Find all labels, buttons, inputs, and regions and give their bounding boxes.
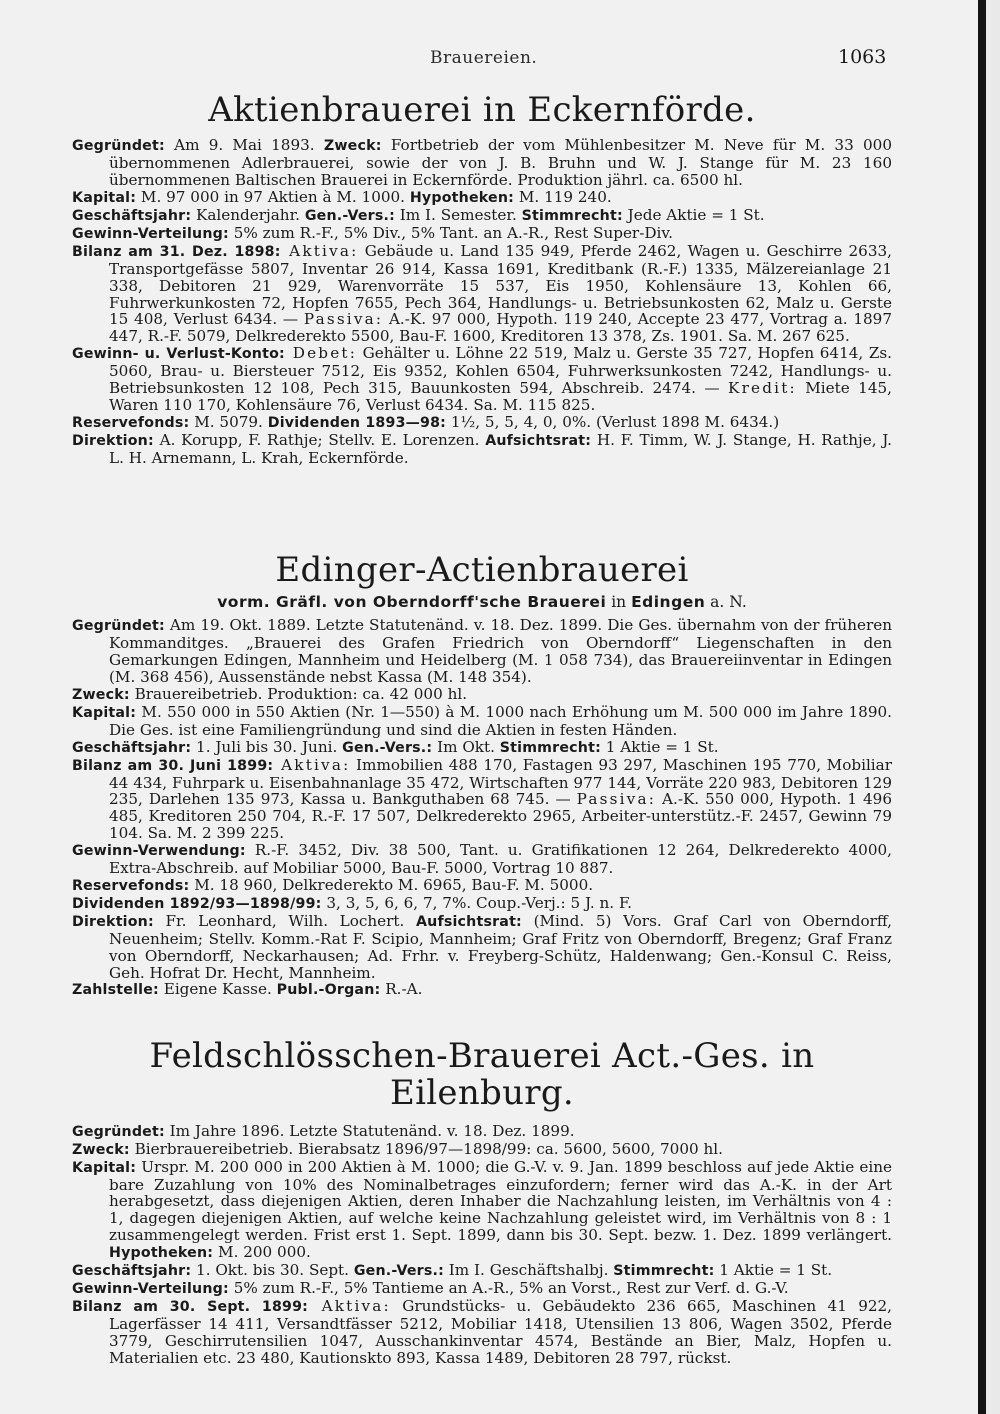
subtitle-place: Edingen bbox=[631, 593, 706, 612]
entry-label: Gen.-Vers.: bbox=[353, 1263, 444, 1280]
entry-sublabel: Debet: bbox=[284, 344, 358, 363]
entry-dividenden bbox=[72, 895, 892, 913]
entry-label: Zweck: bbox=[323, 138, 382, 155]
entry-label: Aufsichtsrat: bbox=[416, 913, 522, 930]
subtitle-lead: vorm. Gräfl. von Oberndorff'sche Brauerei bbox=[217, 593, 607, 612]
entry-label: Geschäftsjahr: bbox=[72, 1263, 192, 1280]
entry-text: M. 18 960, Delkrederekto M. 6965, Bau-F. M. 5000. bbox=[189, 875, 594, 894]
entry-text: 1. Okt. bis 30. Sept. bbox=[191, 1261, 354, 1280]
entry-text: Miete 145, Waren 110 170, Kohlensäure 76, Verlust 6434. Sa. M. 115 825. bbox=[109, 379, 892, 414]
entry-text: Gehälter u. Löhne 22 519, Malz u. Gerste 35 727, Hopfen 6414, Zs. 5060, Brau- u. Biersteuer 7512, Eis 9352, Kohlen 6504, Fuhrwerksunkosten 7242, Handlungs- u. Betriebsunkosten 12 108, Pech 315, Bauunkosten 594, Abschreib. 2474. — bbox=[109, 344, 893, 398]
entry-label: Gegründet: bbox=[72, 138, 165, 155]
subtitle-mid: in bbox=[606, 593, 632, 612]
entry-text: 1½, 5, 5, 4, 0, 0%. (Verlust 1898 M. 6434.) bbox=[446, 412, 780, 431]
entry-reservefonds bbox=[72, 414, 892, 432]
company-title: Aktienbrauerei in Eckernförde. bbox=[208, 90, 756, 130]
entry-text: 3, 3, 5, 6, 6, 7, 7%. Coup.-Verj.: 5 J. n. F. bbox=[321, 893, 632, 912]
entry-text: Am 9. Mai 1893. bbox=[164, 136, 324, 155]
entry-sublabel: Passiva: bbox=[303, 310, 384, 329]
entry-label: Geschäftsjahr: bbox=[72, 739, 192, 756]
entry-text: Brauereibetrieb. Produktion: ca. 42 000 hl. bbox=[129, 685, 468, 704]
entry-geschaeftsjahr bbox=[72, 739, 892, 757]
entry-gegruendet bbox=[72, 1123, 892, 1141]
entry-text: A.-K. 97 000, Hypoth. 119 240, Accepte 23 477, Vortrag a. 1897 447, R.-F. 5079, Delkrederekto 5500, Bau-F. 1600, Kreditoren 13 378, Zs. 1901. Sa. M. 267 625. bbox=[109, 310, 893, 346]
entry-label: Reservefonds: bbox=[72, 414, 190, 431]
company-eilenburg bbox=[72, 1038, 892, 1366]
entry-text: Eigene Kasse. bbox=[158, 980, 277, 999]
entry-text: Jede Aktie = 1 St. bbox=[622, 206, 765, 225]
entry-text: Im I. Semester. bbox=[394, 206, 522, 225]
subtitle-tail: a. N. bbox=[705, 593, 747, 612]
entry-label: Reservefonds: bbox=[72, 877, 190, 894]
entry-text: Am 19. Okt. 1889. Letzte Statutenänd. v. 18. Dez. 1899. Die Ges. übernahm von der früheren Kommanditges. „Brauerei des Grafen Friedrich von Oberndorff“ Liegenschaften in den Gemarkungen Edingen, Mannheim und Heidelberg (M. 1 058 734), das Brauereiinventar in Edingen (M. 368 456), Aussenstände nebst Kassa (M. 148 354). bbox=[109, 616, 892, 687]
entry-kapital bbox=[72, 704, 892, 739]
entry-text: 5% zum R.-F., 5% Tantieme an A.-R., 5% an Vorst., Rest zur Verf. d. G.-V. bbox=[228, 1278, 789, 1297]
entry-label: Bilanz am 30. Sept. 1899: bbox=[72, 1298, 309, 1315]
company-title: Feldschlösschen-Brauerei Act.-Ges. in Eilenburg. bbox=[149, 1036, 815, 1114]
entry-label: Bilanz am 31. Dez. 1898: bbox=[72, 243, 281, 260]
entry-text: 5% zum R.-F., 5% Div., 5% Tant. an A.-R., Rest Super-Div. bbox=[228, 223, 673, 242]
entry-text: 1 Aktie = 1 St. bbox=[600, 737, 719, 756]
entry-sublabel: Kredit: bbox=[728, 379, 797, 398]
entry-text: Kalenderjahr. bbox=[191, 206, 305, 225]
entry-label: Zweck: bbox=[72, 687, 130, 704]
entry-text: M. 5079. bbox=[189, 412, 268, 431]
entry-gewinn-verteilung bbox=[72, 225, 892, 243]
entry-reservefonds bbox=[72, 877, 892, 895]
company-subtitle bbox=[72, 593, 892, 611]
entry-sublabel: Aktiva: bbox=[280, 241, 359, 260]
entry-label: Kapital: bbox=[72, 190, 137, 207]
entry-geschaeftsjahr bbox=[72, 1262, 892, 1280]
entry-sublabel: Passiva: bbox=[576, 790, 657, 809]
entry-kapital bbox=[72, 189, 892, 207]
entry-label: Gewinn-Verteilung: bbox=[72, 1280, 229, 1297]
entry-text: Fortbetrieb der vom Mühlenbesitzer M. Neve für M. 33 000 übernommenen Adlerbrauerei, sowie der von J. B. Bruhn und W. J. Stange für M. 23 160 übernommenen Baltischen Brauerei in Eckernförde. Produktion jährl. ca. 6500 hl. bbox=[109, 136, 892, 190]
company-edingen bbox=[72, 552, 892, 999]
entry-label: Dividenden 1892/93—1898/99: bbox=[72, 895, 322, 912]
entry-direktion bbox=[72, 913, 892, 982]
entry-text: H. F. Timm, W. J. Stange, H. Rathje, J. L. H. Arnemann, L. Krah, Eckernförde. bbox=[109, 430, 893, 467]
entry-sublabel: Aktiva: bbox=[273, 755, 351, 774]
entry-gewinn-verlust bbox=[72, 345, 892, 414]
entry-text: Bierbrauereibetrieb. Bierabsatz 1896/97—1898/99: ca. 5600, 5600, 7000 hl. bbox=[129, 1139, 723, 1158]
entry-label: Hypotheken: bbox=[109, 1245, 214, 1262]
entry-label: Gegründet: bbox=[72, 618, 165, 635]
entry-text: Immobilien 488 170, Fastagen 93 297, Maschinen 195 770, Mobiliar 44 434, Fuhrpark u. Eisenbahnanlage 35 472, Wirtschaften 977 144, Vorräte 220 983, Debitoren 129 235, Darlehen 135 973, Kassa u. Bankguthaben 68 745. — bbox=[109, 755, 892, 809]
entry-label: Gen.-Vers.: bbox=[342, 739, 433, 756]
entry-text: Urspr. M. 200 000 in 200 Aktien à M. 1000; die G.-V. v. 9. Jan. 1899 beschloss auf jede Aktie eine bare Zuzahlung von 10% des Nominalbetrages einzufordern; ferner wird das A.-K. in der Art herabgesetzt, dass diejenigen Aktien, deren Inhaber die Nachzahlung leisten, im Verhältnis von 4 : 1, dagegen diejenigen Aktien, auf welche keine Nachzahlung geleistet wird, im Verhältnis von 8 : 1 zusammengelegt werden. Frist erst 1. Sept. 1899, dann bis 30. Sept. bezw. 1. Dez. 1899 verlängert. bbox=[109, 1157, 892, 1245]
entry-text: M. 119 240. bbox=[514, 188, 612, 207]
entry-text: Im Okt. bbox=[432, 737, 500, 756]
entry-label: Direktion: bbox=[72, 432, 154, 449]
entry-gewinn-verteilung bbox=[72, 1280, 892, 1298]
running-title: Brauereien. bbox=[430, 48, 538, 68]
entry-zahlstelle bbox=[72, 981, 892, 999]
entry-label: Stimmrecht: bbox=[499, 739, 601, 756]
entry-text: Im Jahre 1896. Letzte Statutenänd. v. 18. Dez. 1899. bbox=[164, 1121, 575, 1140]
entry-label: Bilanz am 30. Juni 1899: bbox=[72, 757, 274, 774]
page-number: 1063 bbox=[838, 46, 887, 68]
entry-text: Im I. Geschäftshalbj. bbox=[443, 1261, 614, 1280]
entry-label: Kapital: bbox=[72, 704, 137, 721]
entry-label: Gegründet: bbox=[72, 1123, 165, 1140]
entry-label: Gen.-Vers.: bbox=[304, 208, 395, 225]
entry-text: Grundstücks- u. Gebäudekto 236 665, Maschinen 41 922, Lagerfässer 14 411, Versandtfässer 5212, Mobiliar 1418, Utensilien 13 806, Wagen 3502, Pferde 3779, Geschirrutensilien 1047, Ausschankinventar 4574, Bestände an Bier, Malz, Hopfen u. Materialien etc. 23 480, Kautionskto 893, Kassa 1489, Debitoren 28 797, rückst. bbox=[109, 1296, 893, 1367]
entry-label: Geschäftsjahr: bbox=[72, 208, 192, 225]
entry-label: Stimmrecht: bbox=[613, 1263, 715, 1280]
entry-gewinn-verwendung bbox=[72, 842, 892, 877]
entry-label: Zweck: bbox=[72, 1141, 130, 1158]
entry-label: Publ.-Organ: bbox=[276, 982, 381, 999]
entry-text: R.-F. 3452, Div. 38 500, Tant. u. Gratifikationen 12 264, Delkrederekto 4000, Extra-Abschreib. auf Mobiliar 5000, Bau-F. 5000, Vortrag 10 887. bbox=[109, 841, 892, 878]
entry-direktion bbox=[72, 432, 892, 467]
entry-zweck bbox=[72, 686, 892, 704]
entry-gegruendet bbox=[72, 617, 892, 686]
entry-text: A. Korupp, F. Rathje; Stellv. E. Lorenzen. bbox=[153, 430, 486, 449]
entry-text: M. 200 000. bbox=[213, 1243, 311, 1262]
entry-label: Aufsichtsrat: bbox=[485, 432, 592, 449]
company-eckernfoerde bbox=[72, 92, 892, 467]
entry-bilanz bbox=[72, 243, 892, 345]
entry-bilanz bbox=[72, 1298, 892, 1367]
entry-label: Direktion: bbox=[72, 913, 154, 930]
entry-zweck bbox=[72, 1141, 892, 1159]
entry-text: Fr. Leonhard, Wilh. Lochert. bbox=[153, 911, 416, 930]
entry-bilanz bbox=[72, 757, 892, 843]
company-title: Edinger-Actienbrauerei bbox=[275, 550, 689, 590]
entry-label: Kapital: bbox=[72, 1159, 137, 1176]
entry-label: Gewinn- u. Verlust-Konto: bbox=[72, 346, 285, 363]
entry-text: 1 Aktie = 1 St. bbox=[714, 1261, 833, 1280]
entry-text: R.-A. bbox=[380, 980, 423, 999]
entry-label: Gewinn-Verteilung: bbox=[72, 225, 229, 242]
entry-label: Dividenden 1893—98: bbox=[267, 414, 447, 431]
entry-text: (Mind. 5) Vors. Graf Carl von Oberndorff, Neuenheim; Stellv. Komm.-Rat F. Scipio, Mannheim; Graf Fritz von Oberndorff, Bregenz; Graf Franz von Oberndorff, Neckarhausen; Ad. Frhr. v. Freyberg-Schütz, Haldenwang; Gen.-Konsul C. Reiss, Geh. Hofrat Dr. Hecht, Mannheim. bbox=[109, 911, 892, 982]
entry-geschaeftsjahr bbox=[72, 207, 892, 225]
entry-sublabel: Aktiva: bbox=[308, 1296, 391, 1315]
entry-label: Gewinn-Verwendung: bbox=[72, 843, 246, 860]
entry-text: M. 97 000 in 97 Aktien à M. 1000. bbox=[136, 188, 410, 207]
entry-label: Stimmrecht: bbox=[521, 208, 623, 225]
entry-text: Gebäude u. Land 135 949, Pferde 2462, Wagen u. Geschirre 2633, Transportgefässe 5807, Inventar 26 914, Kassa 1691, Kreditbank (R.-F.) 1335, Mälzereianlage 21 338, Debitoren 21 929, Warenvorräte 15 537, Eis 1950, Kohlensäure 13, Kohlen 66, Fuhrwerkunkosten 72, Hopfen 7655, Pech 364, Handlungs- u. Betriebsunkosten 62, Malz u. Gerste 15 408, Verlust 6434. — bbox=[109, 241, 892, 329]
entry-gegruendet bbox=[72, 137, 892, 189]
entry-text: M. 550 000 in 550 Aktien (Nr. 1—550) à M. 1000 nach Erhöhung um M. 500 000 im Jahre 1890. Die Ges. ist eine Familiengründung und sind die Aktien in festen Händen. bbox=[109, 702, 892, 739]
entry-label: Zahlstelle: bbox=[72, 982, 159, 999]
entry-text: 1. Juli bis 30. Juni. bbox=[191, 737, 343, 756]
entry-text: A.-K. 550 000, Hypoth. 1 496 485, Kreditoren 250 704, R.-F. 17 507, Delkrederekto 2965, Arbeiter-unterstütz.-F. 2457, Gewinn 79 104. Sa. M. 2 399 225. bbox=[109, 790, 892, 843]
entry-label: Hypotheken: bbox=[409, 190, 515, 207]
entry-kapital bbox=[72, 1159, 892, 1262]
